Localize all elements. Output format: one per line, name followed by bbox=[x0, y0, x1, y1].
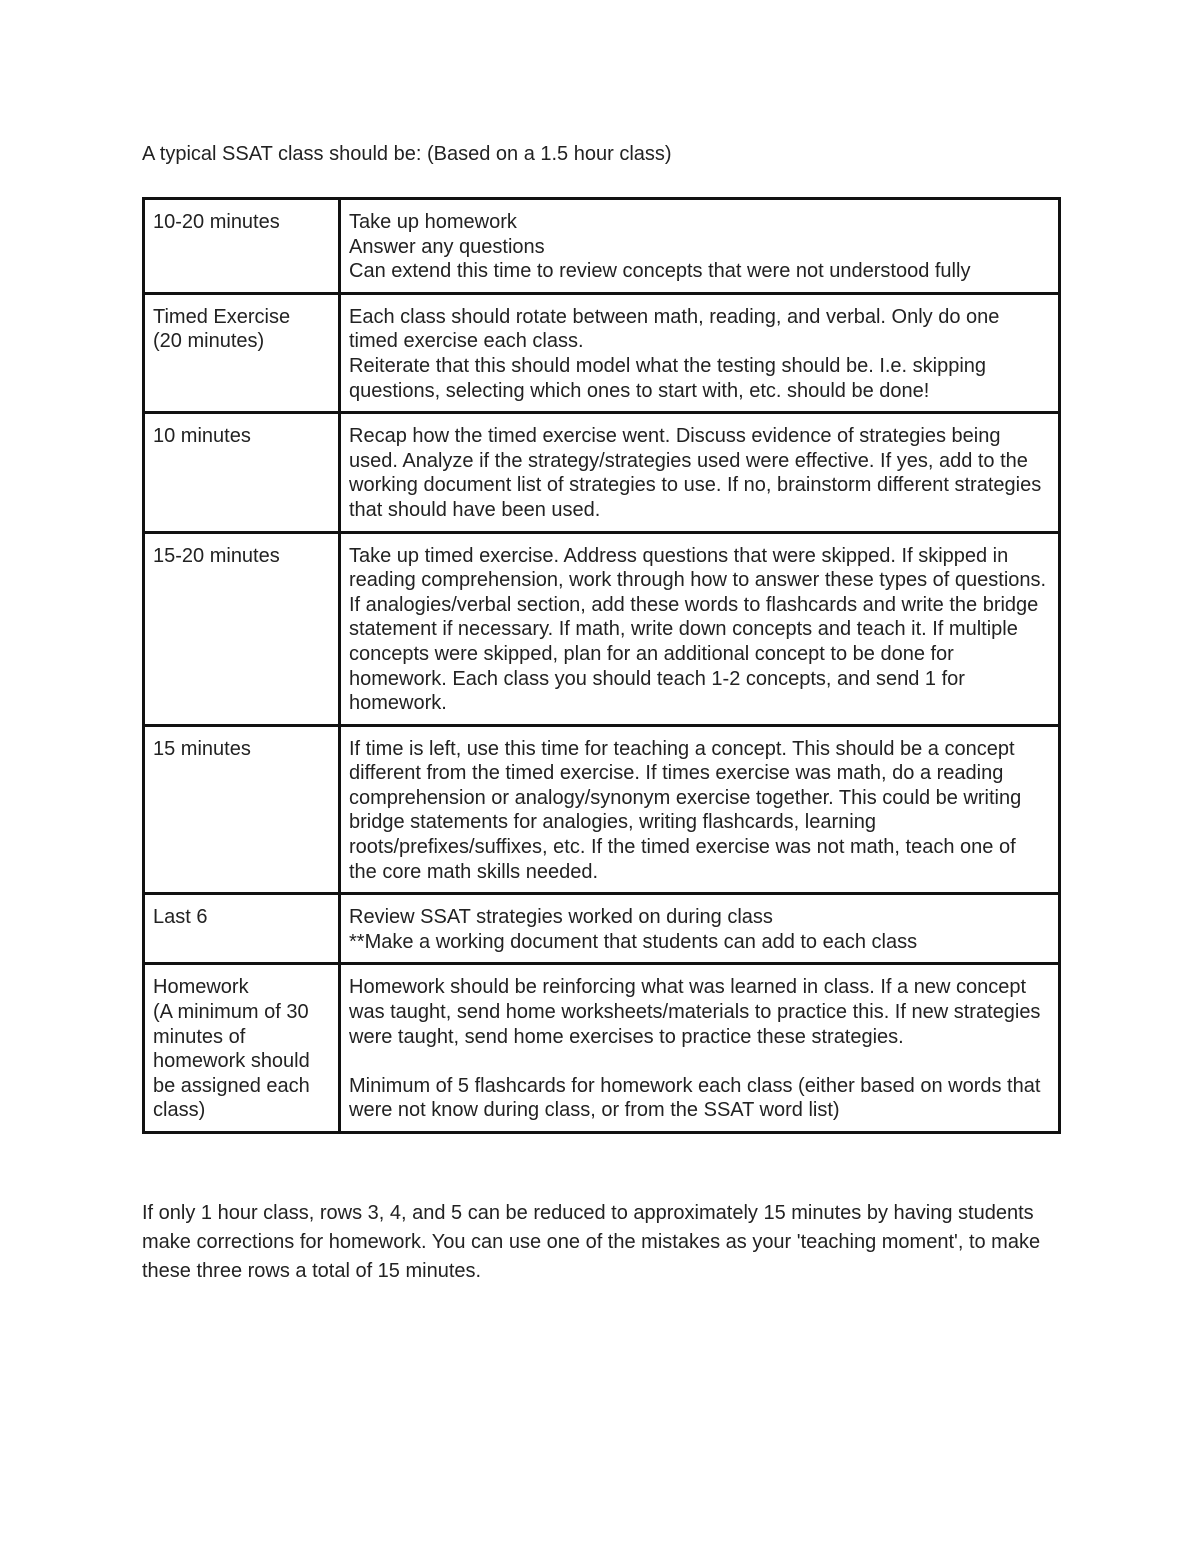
activity-text: Homework should be reinforcing what was learned in class. If a new concept was taught, send home worksheets/materials to practice this. If new strategies were taught, send home exercises to practice these strategies. bbox=[349, 976, 1041, 1048]
activity-text: Take up timed exercise. Address questions that were skipped. If skipped in reading comprehension, work through how to answer these types of questions. If analogies/verbal section, add these words to flashcards and write the bridge statement if necessary. If math, write down concepts and teach it. If multiple concepts were skipped, plan for an additional concept to be done for homework. Each class you should teach 1-2 concepts, and send 1 for homework. bbox=[349, 544, 1047, 715]
activity-text: Each class should rotate between math, reading, and verbal. Only do one timed exercise each class. bbox=[349, 305, 1000, 353]
footnote-paragraph: If only 1 hour class, rows 3, 4, and 5 can be reduced to approximately 15 minutes by having students make corrections for homework. You can use one of the mistakes as your 'teaching moment', to make these three rows a total of 15 minutes. bbox=[142, 1202, 1041, 1282]
time-label: 10 minutes bbox=[153, 425, 251, 448]
time-label: (20 minutes) bbox=[153, 330, 265, 353]
activity-text: Minimum of 5 flashcards for homework each class (either based on words that were not know during class, or from the SSAT word list) bbox=[349, 1074, 1041, 1122]
time-label: 10-20 minutes bbox=[153, 211, 280, 233]
time-label: Timed Exercise bbox=[153, 305, 291, 328]
table-row bbox=[144, 725, 1060, 894]
table-row bbox=[144, 199, 1060, 294]
page-title: A typical SSAT class should be: (Based on a 1.5 hour class) bbox=[142, 143, 672, 165]
activity-cell bbox=[340, 532, 1060, 725]
activity-cell bbox=[340, 964, 1060, 1133]
time-cell bbox=[144, 413, 340, 532]
time-cell bbox=[144, 199, 340, 294]
activity-text: **Make a working document that students can add to each class bbox=[349, 930, 918, 953]
activity-cell bbox=[340, 413, 1060, 532]
table-row bbox=[144, 532, 1060, 725]
time-label: 15-20 minutes bbox=[153, 544, 280, 567]
activity-text: Recap how the timed exercise went. Discuss evidence of strategies being used. Analyze if the strategy/strategies used were effective. If yes, add to the working document list of strategies to use. If no, brainstorm different strategies that should have been used. bbox=[349, 425, 1042, 521]
table-row bbox=[144, 894, 1060, 964]
table-row bbox=[144, 293, 1060, 412]
activity-text: Take up homework bbox=[349, 211, 517, 233]
time-cell bbox=[144, 293, 340, 412]
activity-text: If time is left, use this time for teaching a concept. This should be a concept different from the timed exercise. If times exercise was math, do a reading comprehension or analogy/synonym exercise together. This could be writing bridge statements for analogies, writing flashcards, learning roots/prefixes/suffixes, etc. If the timed exercise was not math, teach one of the core math skills needed. bbox=[349, 737, 1022, 883]
activity-text: Can extend this time to review concepts that were not understood fully bbox=[349, 260, 971, 283]
time-cell bbox=[144, 894, 340, 964]
time-cell bbox=[144, 725, 340, 894]
time-cell bbox=[144, 532, 340, 725]
time-label: (A minimum of 30 minutes of homework should be assigned each class) bbox=[153, 1001, 310, 1122]
time-label: Last 6 bbox=[153, 906, 208, 929]
activity-cell bbox=[340, 725, 1060, 894]
table-row bbox=[144, 413, 1060, 532]
activity-cell bbox=[340, 894, 1060, 964]
activity-text: Answer any questions bbox=[349, 235, 545, 258]
activity-cell bbox=[340, 293, 1060, 412]
time-label: 15 minutes bbox=[153, 737, 251, 760]
table-row bbox=[144, 964, 1060, 1133]
activity-text: Reiterate that this should model what the testing should be. I.e. skipping questions, selecting which ones to start with, etc. should be done! bbox=[349, 354, 987, 402]
time-cell bbox=[144, 964, 340, 1133]
paragraph-gap bbox=[349, 1049, 1048, 1074]
class-schedule-table bbox=[142, 197, 1061, 1134]
activity-text: Review SSAT strategies worked on during class bbox=[349, 906, 773, 929]
activity-cell bbox=[340, 199, 1060, 294]
time-label: Homework bbox=[153, 976, 249, 999]
